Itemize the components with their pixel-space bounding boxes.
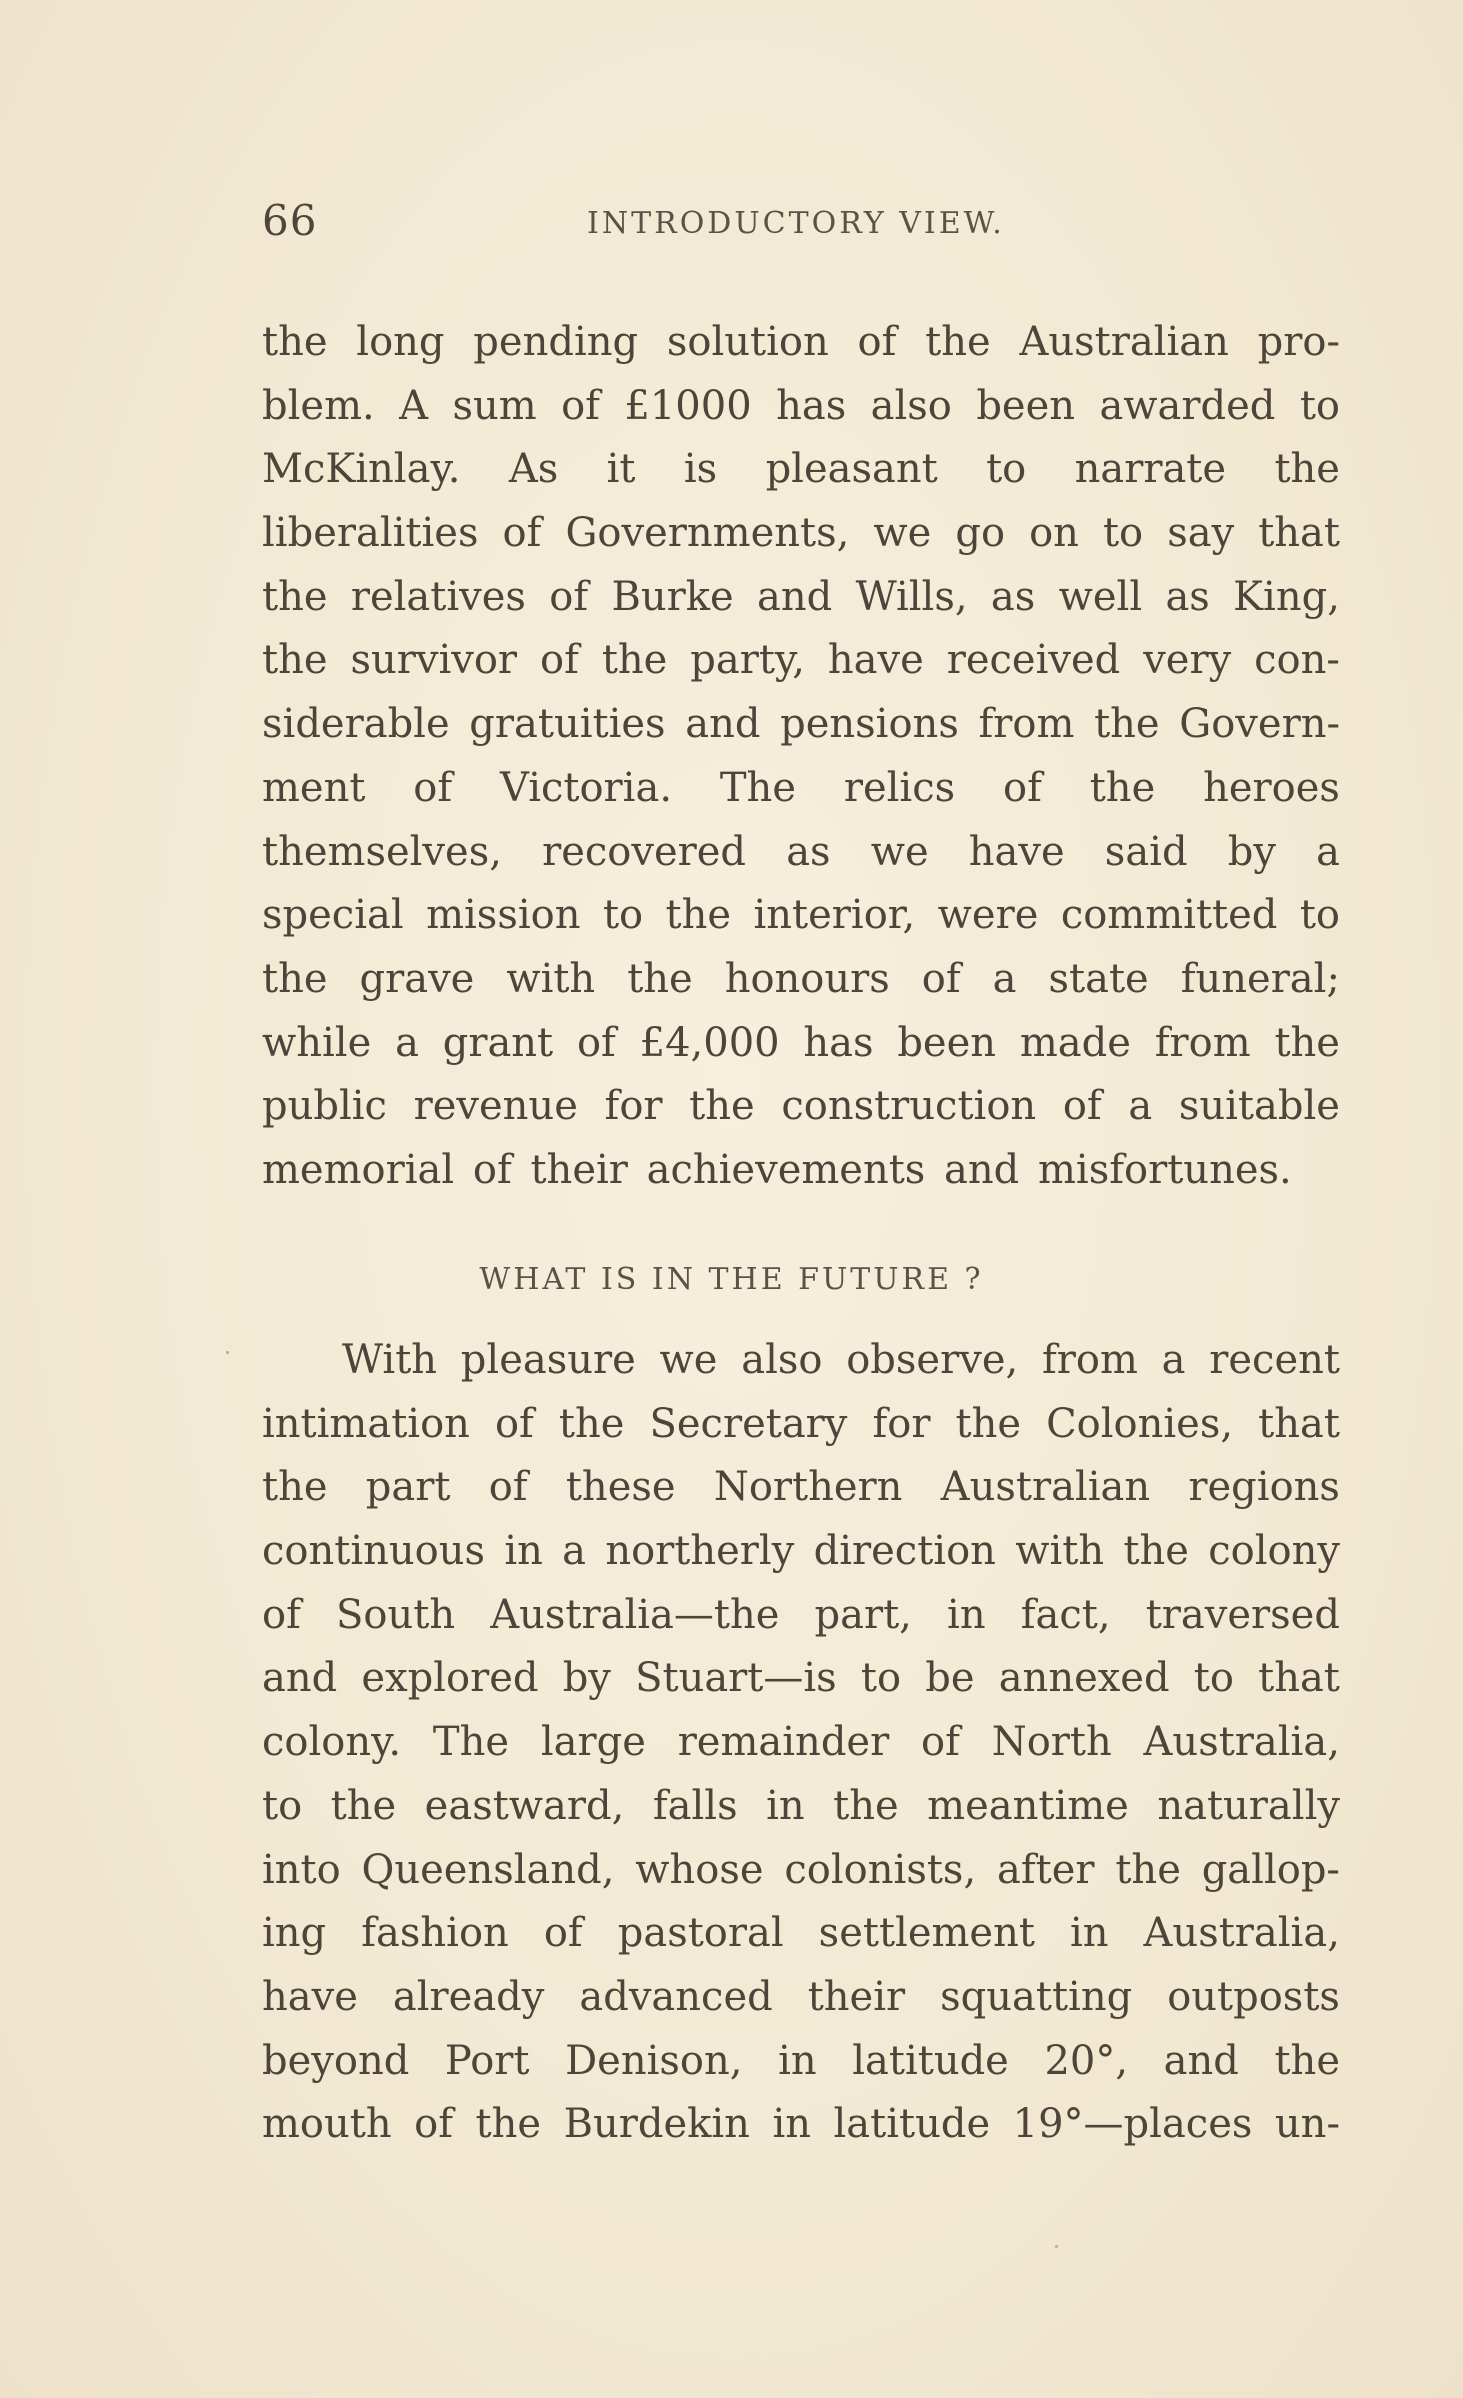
- text-line: ing fashion of pastoral settlement in Australia,: [262, 1910, 1340, 1957]
- text-line: the relatives of Burke and Wills, as well as King,: [262, 573, 1340, 620]
- text-line: intimation of the Secretary for the Colonies, that: [262, 1400, 1340, 1447]
- text-line: blem. A sum of £1000 has also been awarded to: [262, 382, 1340, 429]
- text-line: the part of these Northern Australian regions: [262, 1464, 1340, 1511]
- paragraph-1: [262, 311, 1340, 1203]
- paper-speck: [226, 1351, 229, 1354]
- text-line: into Queensland, whose colonists, after the gallop-: [262, 1846, 1340, 1893]
- text-line: With pleasure we also observe, from a recent: [342, 1337, 1340, 1383]
- text-line: special mission to the interior, were committed to: [262, 892, 1340, 939]
- paper-speck: [1055, 2245, 1058, 2248]
- text-line: siderable gratuities and pensions from the Govern-: [262, 701, 1340, 748]
- text-line: beyond Port Denison, in latitude 20°, and the: [262, 2037, 1340, 2084]
- page-number: 66: [262, 196, 318, 245]
- text-line: the grave with the honours of a state funeral;: [262, 955, 1340, 1002]
- text-line: while a grant of £4,000 has been made from the: [262, 1019, 1340, 1066]
- text-line: memorial of their achievements and misfortunes.: [262, 1146, 1292, 1193]
- text-line: public revenue for the construction of a suitable: [262, 1083, 1340, 1130]
- section-heading: WHAT IS IN THE FUTURE ?: [479, 1262, 984, 1297]
- text-line: have already advanced their squatting outposts: [262, 1973, 1340, 2020]
- text-line: the survivor of the party, have received very con-: [262, 637, 1340, 684]
- text-line: the long pending solution of the Australian pro-: [262, 319, 1340, 365]
- paragraph-2: [262, 1329, 1340, 2157]
- text-line: ment of Victoria. The relics of the heroes: [262, 764, 1340, 811]
- text-line: colony. The large remainder of North Australia,: [262, 1719, 1340, 1766]
- text-line: liberalities of Governments, we go on to say that: [262, 510, 1340, 557]
- text-line: mouth of the Burdekin in latitude 19°—places un-: [262, 2101, 1340, 2148]
- running-head: INTRODUCTORY VIEW.: [587, 206, 1005, 241]
- text-line: themselves, recovered as we have said by a: [262, 828, 1340, 875]
- page-header: [262, 196, 1342, 256]
- text-line: to the eastward, falls in the meantime naturally: [262, 1782, 1340, 1829]
- text-line: McKinlay. As it is pleasant to narrate the: [262, 446, 1340, 493]
- text-line: of South Australia—the part, in fact, traversed: [262, 1591, 1340, 1638]
- text-line: continuous in a northerly direction with the colony: [262, 1528, 1340, 1575]
- text-line: and explored by Stuart—is to be annexed to that: [262, 1655, 1340, 1702]
